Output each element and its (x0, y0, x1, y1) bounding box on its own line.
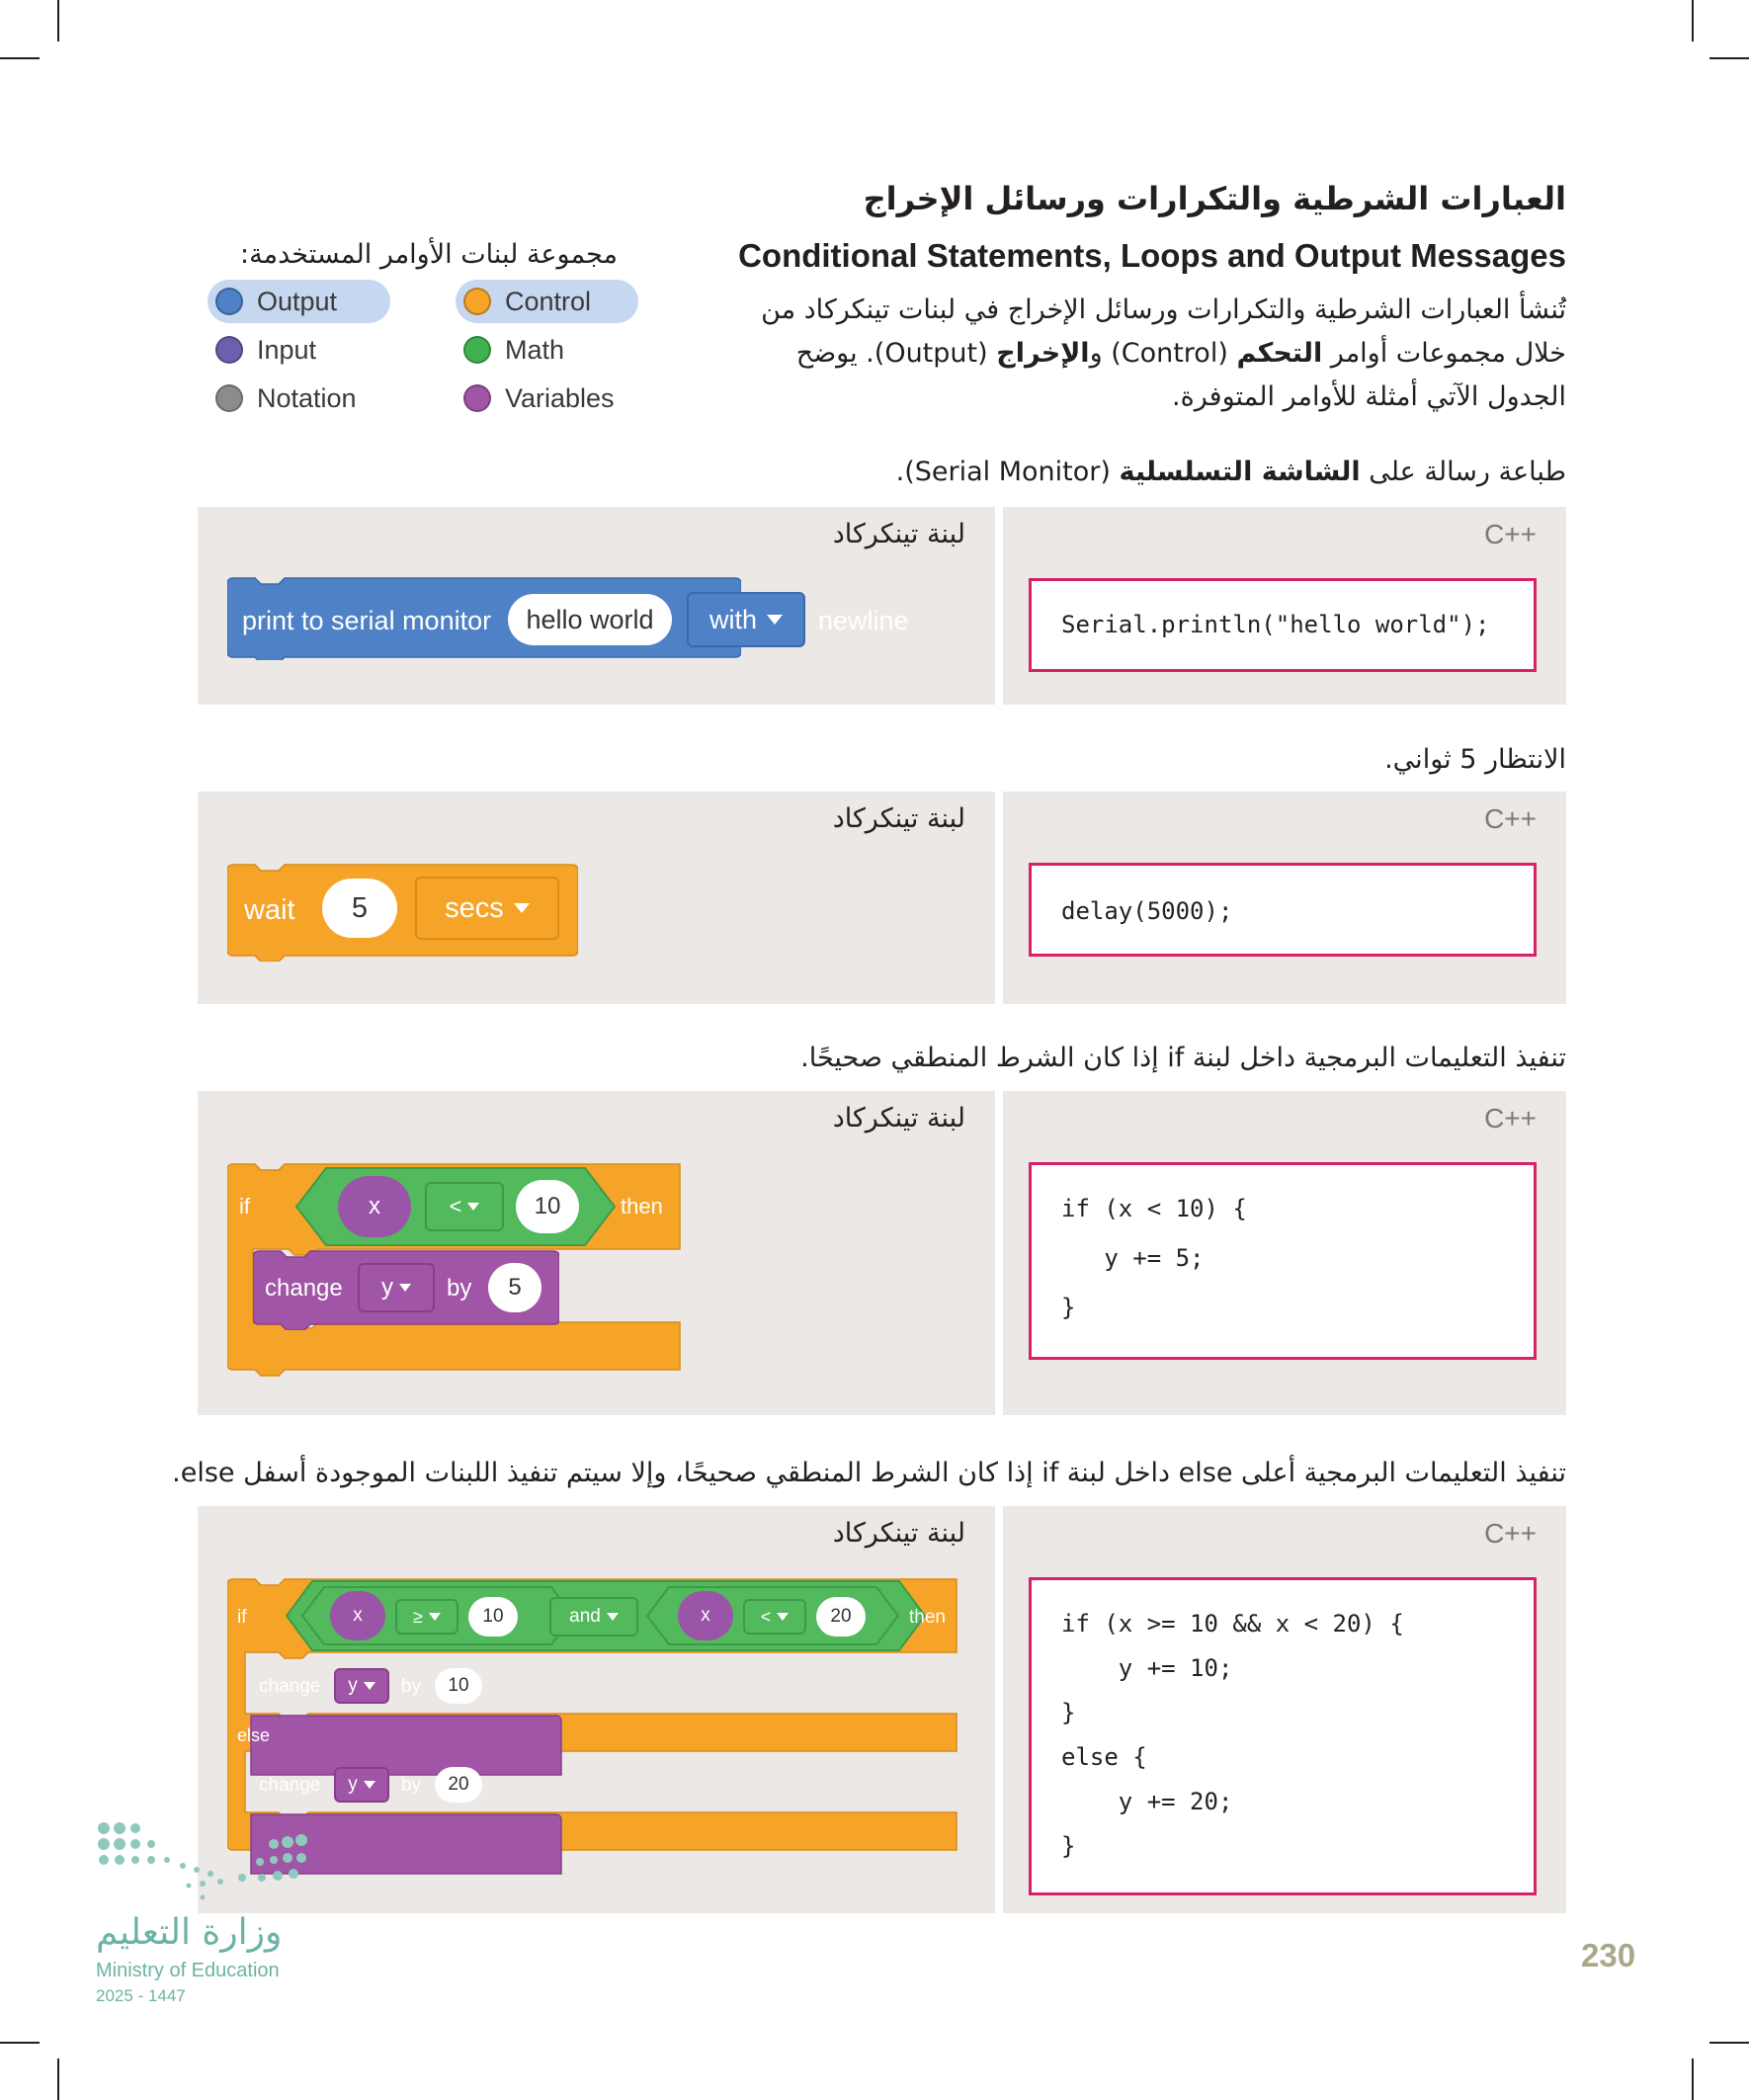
legend-label: Control (505, 286, 592, 316)
chevron-down-icon (514, 903, 530, 913)
condition-variable-2[interactable]: x (678, 1591, 733, 1640)
legend-control (456, 280, 638, 323)
legend-label: Input (257, 334, 317, 365)
caption-wait: الانتظار 5 ثواني. (1384, 744, 1566, 775)
code-panel-if-else (1003, 1506, 1566, 1913)
code-panel-wait (1003, 792, 1566, 1004)
if-label: if (239, 1194, 250, 1218)
block-panel-wait (198, 792, 995, 1004)
unit-dropdown[interactable] (415, 877, 559, 940)
legend-title: مجموعة لبنات الأوامر المستخدمة: (240, 239, 618, 270)
change-label: change (265, 1275, 343, 1302)
caption-serial (896, 457, 1566, 487)
change-label: change (259, 1676, 321, 1697)
code-line: y += 10; (1061, 1654, 1233, 1682)
code-line: } (1061, 1294, 1076, 1321)
then-label: then (909, 1607, 946, 1628)
block-panel-if (198, 1091, 995, 1415)
code-line: if (x < 10) { (1061, 1195, 1247, 1222)
dropdown-label: secs (445, 891, 504, 924)
serial-message-input[interactable]: hello world (508, 594, 672, 645)
chevron-down-icon (607, 1613, 619, 1621)
input-color-dot (215, 336, 243, 364)
crop-mark (1709, 2042, 1749, 2044)
code-panel-serial (1003, 507, 1566, 705)
by-label: by (401, 1775, 422, 1796)
crop-mark (0, 57, 40, 59)
block-panel-label: لبنة تينكركاد (832, 519, 965, 549)
legend-label: Output (257, 286, 338, 316)
dropdown-label: y (348, 1675, 358, 1696)
legend-output (208, 280, 390, 323)
crop-mark (1692, 0, 1694, 42)
block-panel-if-else (198, 1506, 995, 1913)
academic-year: 2025 - 1447 (96, 1986, 186, 2005)
chevron-down-icon (364, 1682, 375, 1690)
section-title-arabic: العبارات الشرطية والتكرارات ورسائل الإخراج (863, 180, 1566, 217)
intro-control-bold: التحكم (1236, 338, 1323, 369)
change-value-input-1[interactable]: 10 (435, 1668, 482, 1704)
crop-mark (57, 0, 59, 42)
cpp-label: C++ (1484, 1103, 1537, 1134)
condition-variable-1[interactable]: x (330, 1591, 385, 1640)
chevron-down-icon (399, 1284, 411, 1292)
compare-value-input-1[interactable]: 10 (468, 1597, 518, 1637)
caption-if: تنفيذ التعليمات البرمجية داخل لبنة if إذا كان الشرط المنطقي صحيحًا. (800, 1043, 1566, 1073)
dropdown-label: < (449, 1194, 462, 1218)
cpp-label: C++ (1484, 803, 1537, 834)
operator-dropdown[interactable] (425, 1182, 504, 1231)
change-value-input[interactable]: 5 (488, 1263, 541, 1312)
chevron-down-icon (467, 1203, 479, 1211)
intro-text: (Output). يوضح الجدول الآتي أمثلة للأوامر المتوفرة. (795, 338, 1566, 412)
compare-value-input[interactable]: 10 (516, 1180, 579, 1233)
dropdown-label: and (569, 1606, 601, 1627)
print-serial-label: print to serial monitor (242, 606, 492, 635)
else-label: else (237, 1725, 271, 1745)
operator-dropdown-2[interactable] (743, 1599, 806, 1635)
crop-mark (57, 2058, 59, 2100)
variables-color-dot (463, 384, 491, 412)
dropdown-label: < (760, 1606, 772, 1627)
chevron-down-icon (364, 1781, 375, 1789)
page-number: 230 (1581, 1937, 1636, 1974)
code-line: else { (1061, 1743, 1147, 1771)
caption-bold: الشاشة التسلسلية (1119, 457, 1361, 487)
code-box (1029, 863, 1537, 957)
math-color-dot (463, 336, 491, 364)
code-box (1029, 1162, 1537, 1360)
wait-value-input[interactable]: 5 (322, 879, 397, 938)
code-line: } (1061, 1699, 1076, 1726)
legend-notation (208, 377, 390, 420)
logic-operator-dropdown[interactable] (549, 1597, 638, 1637)
change-value-input-2[interactable]: 20 (435, 1767, 482, 1803)
variable-dropdown[interactable] (358, 1263, 435, 1312)
wait-label: wait (244, 894, 295, 926)
by-label: by (447, 1275, 472, 1302)
crop-mark (0, 2042, 40, 2044)
compare-value-input-2[interactable]: 20 (816, 1597, 866, 1637)
then-label: then (621, 1194, 663, 1218)
code-line: y += 20; (1061, 1788, 1233, 1815)
code-line: delay(5000); (1061, 897, 1233, 925)
chevron-down-icon (777, 1613, 789, 1621)
block-panel-label: لبنة تينكركاد (832, 1103, 965, 1134)
ministry-name-arabic: وزارة التعليم (96, 1912, 283, 1953)
chevron-down-icon (429, 1613, 441, 1621)
code-line: if (x >= 10 && x < 20) { (1061, 1610, 1404, 1638)
caption-text: (Serial Monitor). (895, 457, 1120, 487)
output-color-dot (215, 288, 243, 315)
intro-text: تُنشأ العبارات الشرطية والتكرارات ورسائل الإخراج في لبنات تينكركاد من خلال مجموعات أوامر (761, 294, 1566, 369)
legend-label: Math (505, 334, 565, 365)
block-panel-label: لبنة تينكركاد (832, 1518, 965, 1549)
dropdown-label: y (348, 1774, 358, 1795)
variable-dropdown-2[interactable] (334, 1767, 389, 1803)
legend-variables (456, 377, 638, 420)
chevron-down-icon (767, 615, 783, 625)
intro-output-bold: الإخراج (996, 338, 1090, 369)
newline-dropdown[interactable] (687, 592, 805, 647)
code-box (1029, 1577, 1537, 1895)
legend-label: Notation (257, 382, 357, 413)
intro-text: (Control) و (1089, 338, 1237, 369)
ministry-logo-icon (94, 1818, 316, 1907)
change-label: change (259, 1775, 321, 1796)
section-title-english: Conditional Statements, Loops and Output Messages (738, 237, 1566, 274)
cpp-label: C++ (1484, 519, 1537, 549)
code-line: } (1061, 1832, 1076, 1860)
ministry-name-english: Ministry of Education (96, 1960, 280, 1981)
dropdown-label: y (381, 1274, 393, 1301)
newline-label: newline (818, 606, 909, 635)
notation-color-dot (215, 384, 243, 412)
code-line: Serial.println("hello world"); (1061, 611, 1490, 638)
legend-label: Variables (505, 382, 615, 413)
variable-dropdown-1[interactable] (334, 1668, 389, 1704)
code-box (1029, 578, 1537, 672)
crop-mark (1709, 57, 1749, 59)
dropdown-label: with (708, 604, 757, 634)
caption-text: طباعة رسالة على (1360, 457, 1566, 487)
by-label: by (401, 1676, 422, 1697)
control-color-dot (463, 288, 491, 315)
block-panel-label: لبنة تينكركاد (832, 803, 965, 834)
code-panel-if (1003, 1091, 1566, 1415)
condition-variable[interactable]: x (338, 1176, 411, 1237)
block-panel-serial (198, 507, 995, 705)
legend-input (208, 328, 390, 372)
operator-dropdown-1[interactable] (395, 1599, 458, 1635)
code-line: y += 5; (1061, 1244, 1205, 1272)
if-label: if (237, 1607, 247, 1628)
caption-if-else: تنفيذ التعليمات البرمجية أعلى else داخل لبنة if إذا كان الشرط المنطقي صحيحًا، وإلا سيتم تنفيذ اللبنات الموجودة أسفل else. (172, 1458, 1566, 1488)
legend-math (456, 328, 638, 372)
cpp-label: C++ (1484, 1518, 1537, 1549)
crop-mark (1692, 2058, 1694, 2100)
intro-paragraph (721, 289, 1566, 419)
dropdown-label: ≥ (413, 1606, 423, 1627)
